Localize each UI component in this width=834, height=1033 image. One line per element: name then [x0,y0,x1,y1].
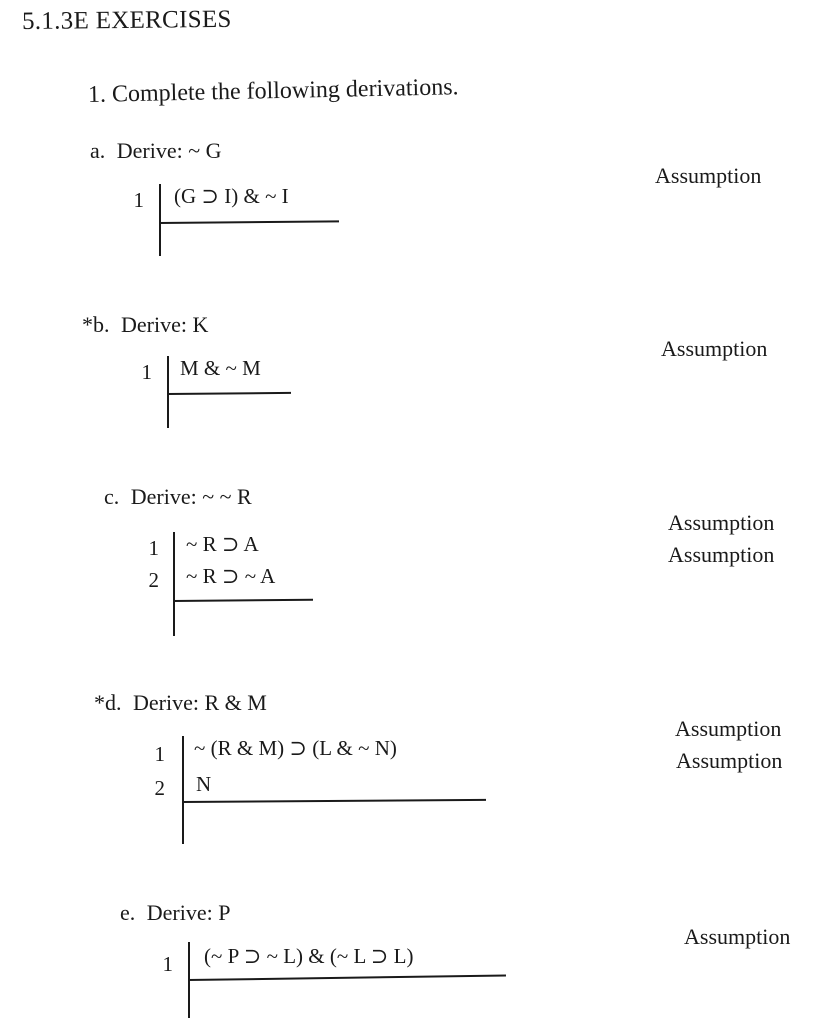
exercise-label: *b. [82,312,110,337]
exercise-d-header [94,690,267,716]
assumption-bar [182,799,486,803]
justification: Assumption [668,542,775,567]
formula: M & ~ M [180,356,261,380]
justification: Assumption [655,163,762,188]
exercise-label: a. [90,138,106,163]
exercise-b-header [82,312,208,338]
scope-line [159,184,161,256]
line-number: 1 [133,188,144,212]
justification: Assumption [668,510,775,535]
assumption-bar [167,392,291,395]
derive-goal: Derive: ~ ~ R [130,484,252,509]
formula: ~ R ⊃ ~ A [186,564,276,588]
exercise-a-header [90,138,222,164]
derive-goal: Derive: R & M [133,690,267,715]
exercise-label: e. [120,900,136,925]
derive-goal: Derive: P [146,900,231,925]
assumption-bar [173,599,313,602]
section-title: 5.1.3E EXERCISES [21,5,232,35]
justification: Assumption [676,748,783,773]
instruction-text: 1. Complete the following derivations. [87,74,459,108]
formula: ~ R ⊃ A [186,532,259,556]
derive-goal: Derive: ~ G [116,138,222,163]
justification: Assumption [661,336,768,361]
line-number: 1 [148,536,159,560]
justification: Assumption [675,716,782,741]
exercise-e-header [120,900,230,926]
exercise-label: *d. [94,690,122,715]
exercise-label: c. [104,484,120,509]
assumption-bar [188,975,506,981]
formula: N [196,772,212,796]
justification: Assumption [684,924,791,949]
line-number: 1 [141,360,152,384]
formula: (~ P ⊃ ~ L) & (~ L ⊃ L) [204,944,414,968]
line-number: 1 [154,742,165,766]
line-number: 1 [162,952,173,976]
formula: ~ (R & M) ⊃ (L & ~ N) [194,736,397,760]
derive-goal: Derive: K [121,312,209,337]
line-number: 2 [154,776,165,800]
line-number: 2 [148,568,159,592]
scope-line [182,736,184,844]
formula: (G ⊃ I) & ~ I [174,184,289,208]
assumption-bar [159,220,339,223]
exercise-c-header [104,484,252,510]
scope-line [173,532,175,636]
